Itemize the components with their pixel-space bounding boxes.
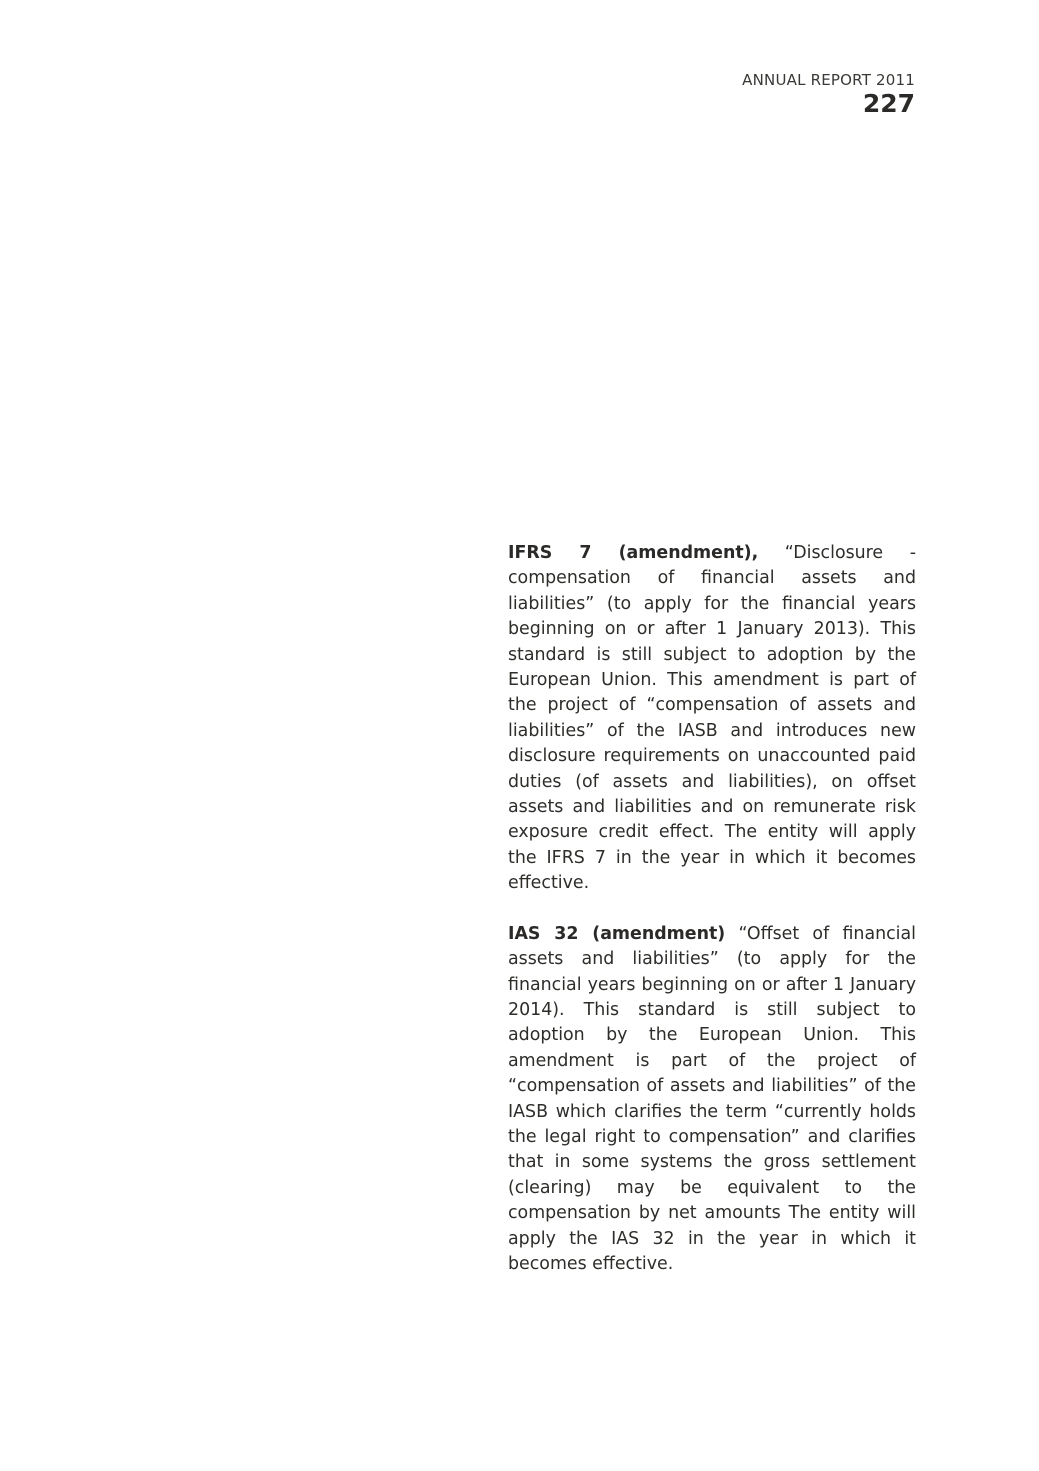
page-header (742, 70, 915, 118)
report-title: ANNUAL REPORT 2011 (742, 71, 915, 89)
paragraph-ias32 (508, 922, 916, 1278)
paragraph-ifrs7 (508, 541, 916, 897)
paragraph-text: “Offset of financial assets and liabilities” (to apply for the financial years beginning on or after 1 January 2014). This standard is still subject to adoption by the European Union. This amendment is part of the project of “compensation of assets and liabilities” of the IASB which clarifies the term “currently holds the legal right to compensation” and clarifies that in some systems the gross settlement (clearing) may be equivalent to the compensation by net amounts The entity will apply the IAS 32 in the year in which it becomes effective. (508, 923, 917, 1274)
main-content (508, 541, 916, 1302)
paragraph-lead: IAS 32 (amendment) (508, 923, 726, 944)
paragraph-text: “Disclosure - compensation of financial assets and liabilities” (to apply for the financial years beginning on or after 1 January 2013). This standard is still subject to adoption by the European Union. This amendment is part of the project of “compensation of assets and liabilities” of the IASB and introduces new disclosure requirements on unaccounted paid duties (of assets and liabilities), on offset assets and liabilities and on remunerate risk exposure credit effect. The entity will apply the IFRS 7 in the year in which it becomes effective. (508, 543, 916, 894)
paragraph-lead: IFRS 7 (amendment), (508, 543, 759, 563)
page-number: 227 (862, 89, 915, 118)
